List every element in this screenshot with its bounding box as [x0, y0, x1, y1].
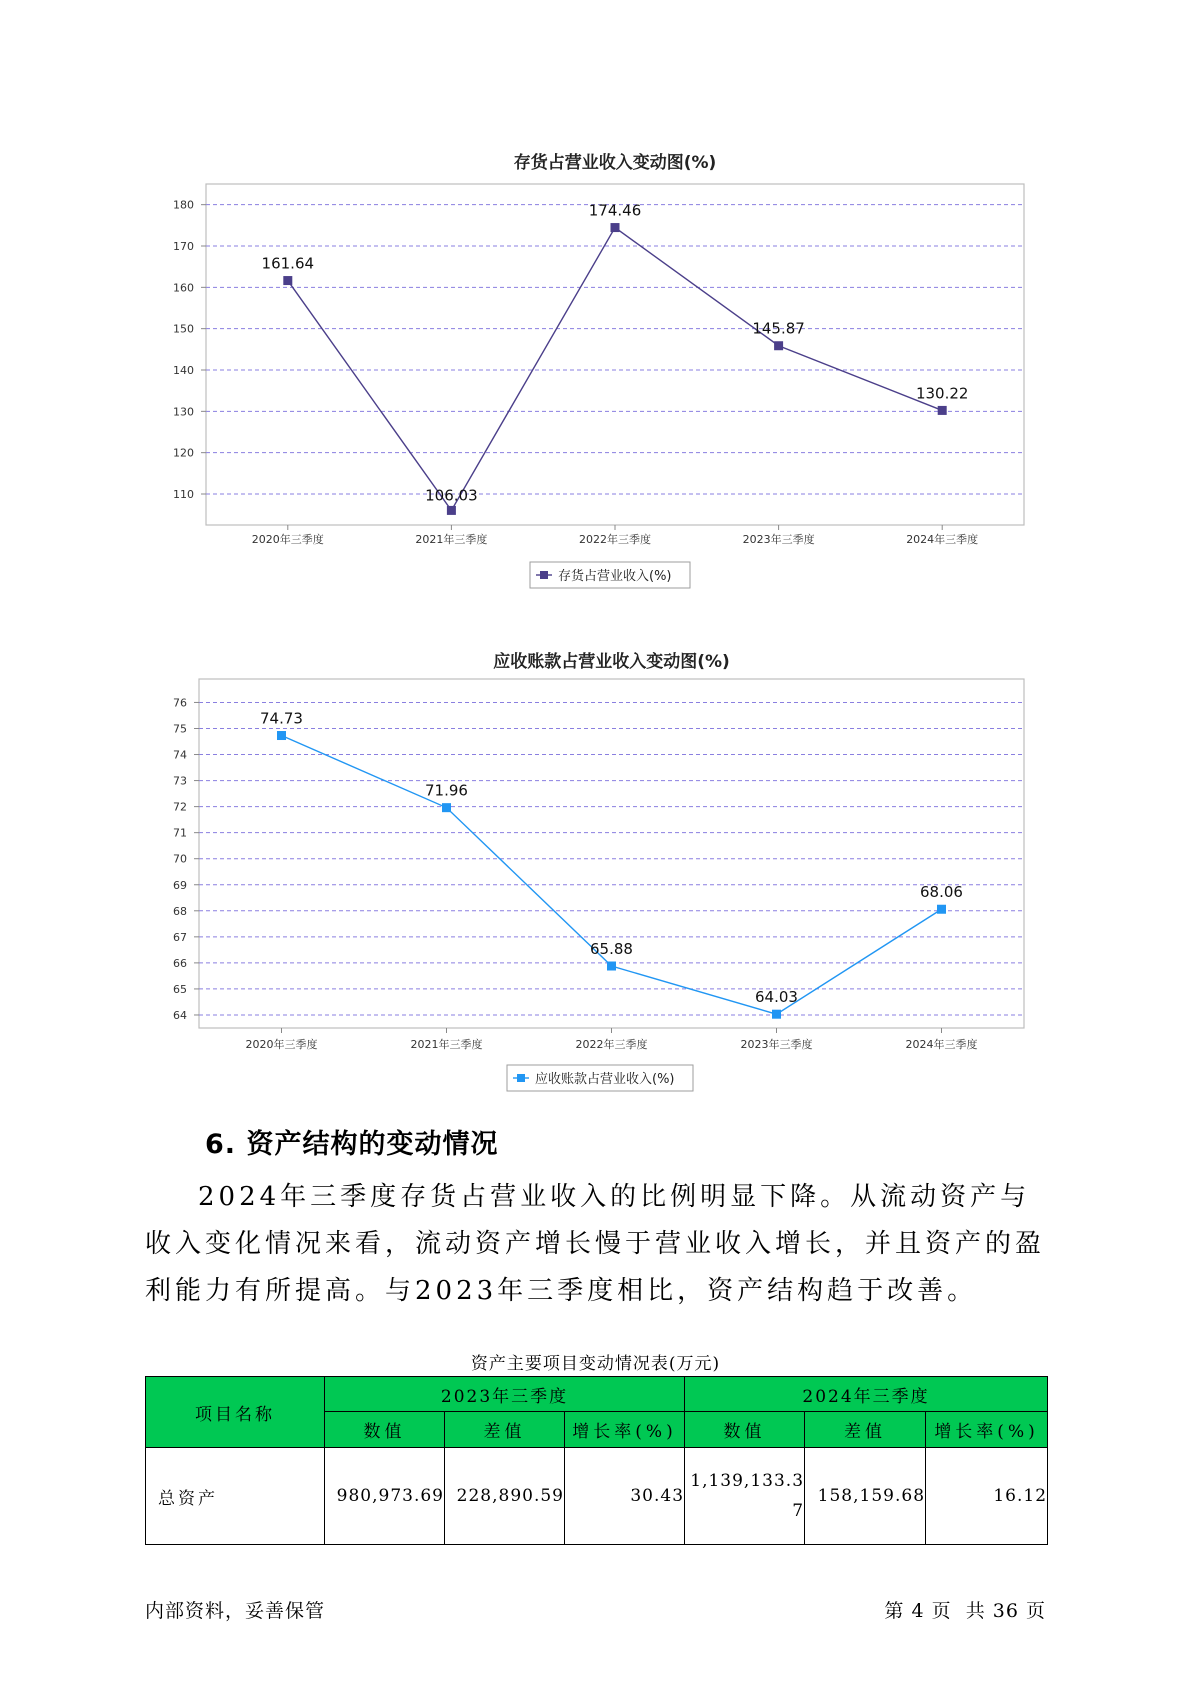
y-tick-label: 70: [173, 852, 187, 866]
header-diff-2024: 差值: [805, 1412, 926, 1448]
data-point: [937, 905, 946, 914]
data-label: 130.22: [915, 384, 969, 403]
table-row: [146, 1448, 1048, 1545]
page-mid: 页 共: [931, 1600, 986, 1622]
header-period-2024: 2024年三季度: [685, 1377, 1048, 1412]
data-point: [607, 962, 616, 971]
legend-label: 应收账款占营业收入(%): [535, 1072, 675, 1087]
legend-marker: [517, 1074, 525, 1082]
data-point: [774, 341, 783, 350]
section-heading: 6. 资产结构的变动情况: [205, 1129, 499, 1160]
footer-confidential: 内部资料，妥善保管: [145, 1600, 326, 1622]
inventory-ratio-chart: [0, 0, 1191, 600]
header-growth-2024: 增长率(%): [926, 1412, 1048, 1448]
x-tick-label: 2021年三季度: [415, 533, 488, 546]
cell-value-2023: 980,973.69: [325, 1448, 445, 1545]
receivables-ratio-chart: [0, 600, 1191, 1100]
data-label: 68.06: [920, 883, 963, 902]
x-tick-label: 2023年三季度: [740, 1038, 813, 1051]
y-tick-label: 150: [173, 322, 194, 336]
cell-growth-2023: 30.43: [565, 1448, 685, 1545]
page-total: 36: [992, 1600, 1019, 1622]
y-tick-label: 110: [173, 488, 194, 501]
data-label: 74.73: [260, 709, 303, 728]
x-tick-label: 2022年三季度: [579, 533, 651, 546]
data-point: [442, 803, 451, 812]
asset-change-table: [145, 1376, 1048, 1545]
y-tick-label: 66: [173, 956, 187, 970]
data-point: [283, 276, 292, 285]
data-label: 71.96: [425, 781, 468, 800]
y-tick-label: 120: [173, 446, 194, 460]
cell-diff-2024: 158,159.68: [805, 1448, 926, 1545]
y-tick-label: 130: [173, 405, 194, 419]
table-caption: 资产主要项目变动情况表(万元): [470, 1354, 721, 1374]
data-point: [772, 1010, 781, 1019]
data-label: 106.03: [425, 486, 478, 505]
x-tick-label: 2020年三季度: [251, 533, 324, 546]
data-point: [447, 506, 456, 515]
chart-title: 存货占营业收入变动图(%): [513, 153, 717, 173]
header-value-2023: 数值: [325, 1412, 445, 1448]
section-paragraph: 2024年三季度存货占营业收入的比例明显下降。从流动资产与收入变化情况来看，流动资产增长慢于营业收入增长，并且资产的盈利能力有所提高。与2023年三季度相比，资产结构趋于改善。: [145, 1182, 1046, 1306]
data-label: 174.46: [588, 201, 642, 220]
x-tick-label: 2024年三季度: [906, 533, 979, 546]
header-period-2023: 2023年三季度: [325, 1377, 685, 1412]
cell-value-2024: 1,139,133.37: [685, 1448, 805, 1545]
y-tick-label: 74: [173, 748, 187, 762]
header-item-name: 项目名称: [146, 1377, 325, 1448]
cell-diff-2023: 228,890.59: [445, 1448, 565, 1545]
data-label: 145.87: [752, 319, 805, 338]
x-tick-label: 2020年三季度: [245, 1038, 318, 1051]
header-value-2024: 数值: [685, 1412, 805, 1448]
x-tick-label: 2023年三季度: [742, 533, 815, 546]
y-tick-label: 75: [173, 722, 187, 736]
header-growth-2023: 增长率(%): [565, 1412, 685, 1448]
y-tick-label: 160: [173, 281, 194, 295]
page-current: 4: [911, 1600, 925, 1622]
y-tick-label: 170: [173, 240, 194, 253]
y-tick-label: 76: [173, 696, 187, 710]
cell-growth-2024: 16.12: [926, 1448, 1048, 1545]
x-tick-label: 2021年三季度: [410, 1038, 483, 1051]
y-tick-label: 73: [173, 774, 187, 788]
plot-area: [199, 679, 1024, 1028]
y-tick-label: 64: [173, 1008, 187, 1022]
plot-area: [206, 184, 1024, 525]
chart-title: 应收账款占营业收入变动图(%): [493, 652, 730, 672]
footer-page-number: [884, 1596, 1046, 1623]
x-tick-label: 2024年三季度: [905, 1038, 978, 1051]
y-tick-label: 69: [173, 878, 187, 892]
y-tick-label: 180: [173, 198, 194, 212]
x-tick-label: 2022年三季度: [575, 1038, 648, 1051]
legend-label: 存货占营业收入(%): [558, 569, 672, 584]
data-point: [277, 731, 286, 740]
y-tick-label: 72: [173, 800, 187, 814]
y-tick-label: 67: [173, 930, 187, 944]
data-label: 64.03: [755, 988, 798, 1007]
data-label: 161.64: [261, 254, 315, 273]
data-label: 65.88: [590, 940, 633, 959]
page-suffix: 页: [1025, 1600, 1046, 1622]
y-tick-label: 140: [173, 364, 194, 377]
data-point: [611, 223, 620, 232]
y-tick-label: 71: [173, 826, 187, 840]
row-name: 总资产: [146, 1448, 325, 1545]
page-prefix: 第: [884, 1600, 905, 1622]
header-diff-2023: 差值: [445, 1412, 565, 1448]
y-tick-label: 68: [173, 904, 187, 918]
y-tick-label: 65: [173, 982, 187, 996]
legend-marker: [540, 571, 548, 579]
data-point: [938, 406, 947, 415]
